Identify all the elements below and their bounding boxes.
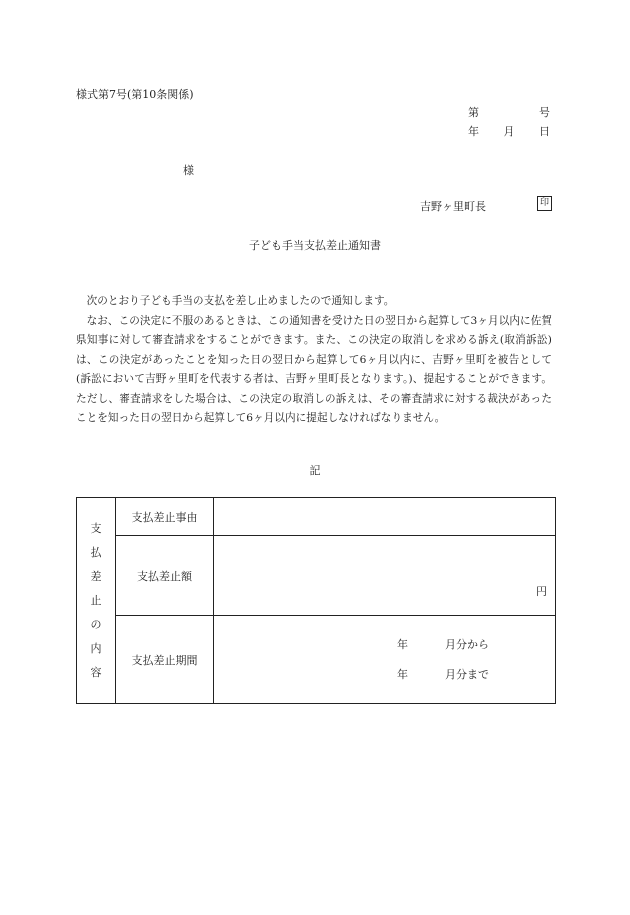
section-label-char: 払 — [90, 545, 102, 559]
reason-label: 支払差止事由 — [116, 498, 214, 536]
section-label-char: 容 — [90, 665, 102, 679]
form-number: 様式第7号(第10条関係) — [76, 88, 194, 101]
section-label — [77, 498, 116, 704]
period-to-year: 年 — [397, 668, 408, 681]
section-label-char: 内 — [90, 641, 102, 655]
no-suffix: 号 — [539, 106, 550, 119]
amount-unit: 円 — [536, 585, 547, 598]
section-label-char: 差 — [90, 569, 102, 583]
period-from-suffix: 月分から — [445, 638, 489, 651]
body-paragraph-2: なお、この決定に不服のあるときは、この通知書を受けた日の翌日から起算して3ヶ月以内に佐賀県知事に対して審査請求をすることができます。また、この決定の取消しを求める訴え(取消訴訟)は、この決定があったことを知った日の翌日から起算して6ヶ月以内に、吉野ヶ里町を被告として(訴訟において吉野ヶ里町を代表する者は、吉野ヶ里町長となります。)、提起することができます。ただし、審査請求をした場合は、この決定の取消しの訴えは、その審査請求に対する裁決があったことを知った日の翌日から起算して6ヶ月以内に提起しなければなりません。 — [76, 314, 552, 424]
body-text — [76, 292, 552, 429]
ki-heading: 記 — [309, 464, 321, 477]
issuer-name: 吉野ヶ里町長 — [420, 200, 486, 213]
detail-table — [76, 497, 556, 704]
date-year: 年 — [468, 125, 479, 138]
period-label: 支払差止期間 — [116, 616, 214, 704]
amount-value — [214, 536, 556, 616]
document-number — [468, 104, 550, 120]
section-label-char: 止 — [90, 593, 102, 607]
period-from — [397, 636, 489, 652]
section-label-char: 支 — [90, 521, 102, 535]
amount-label: 支払差止額 — [116, 536, 214, 616]
document-title: 子ども手当支払差止通知書 — [249, 239, 381, 252]
seal-stamp: 印 — [537, 196, 552, 211]
no-prefix: 第 — [468, 106, 479, 119]
period-from-year: 年 — [397, 638, 408, 651]
period-to-suffix: 月分まで — [445, 668, 489, 681]
issue-date — [468, 123, 550, 139]
section-label-char: の — [90, 617, 102, 631]
reason-value — [214, 498, 556, 536]
period-to — [397, 666, 489, 682]
date-day: 日 — [539, 125, 550, 138]
body-paragraph-1: 次のとおり子ども手当の支払を差し止めましたので通知します。 — [86, 295, 395, 307]
date-month: 月 — [503, 125, 515, 138]
period-value — [214, 616, 556, 704]
recipient-honorific: 様 — [183, 164, 194, 177]
